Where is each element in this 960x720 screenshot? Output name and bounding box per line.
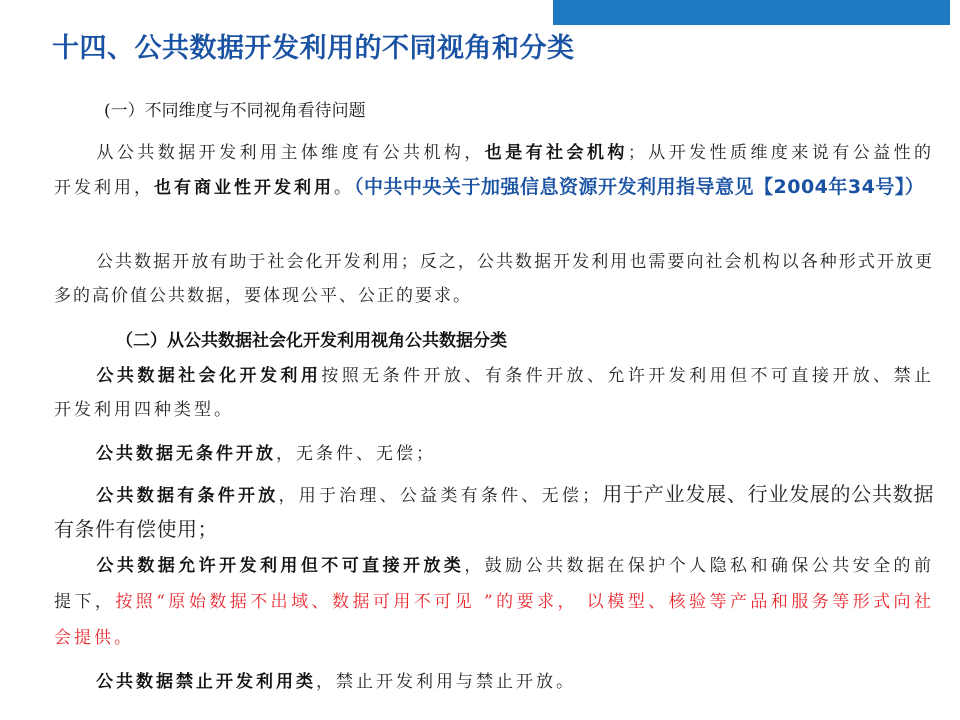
section-2-paragraph-1 <box>54 359 934 427</box>
bold-text: 公共数据有条件开放 <box>96 486 279 506</box>
section-2-heading: （二）从公共数据社会化开发利用视角公共数据分类 <box>116 331 507 351</box>
text-run: 公共数据开放有助于社会化开发利用；反之，公共数据开发利用也需要向社会机构以各种形式开放更多的高价值公共数据，要体现公平、公正的要求。 <box>54 252 934 306</box>
text-run: ，无条件、无偿； <box>276 444 436 464</box>
text-run: ；从开发性质维度来说有公益性的开发利用， <box>54 143 935 198</box>
text-run: 按照无条件开放、有条件开放、允许开发利用但不可直接开放、禁止开发利用四种类型。 <box>54 366 935 420</box>
page-title: 十四、公共数据开发利用的不同视角和分类 <box>52 33 575 64</box>
bold-text: 公共数据禁止开发利用类 <box>96 672 316 692</box>
red-highlight-text: 按照“原始数据不出域、数据可用不可见 ”的要求， 以模型、核验等产品和服务等形式向社会提供。 <box>54 592 934 648</box>
text-run: 用于产业发展、行业发展的公共数据有条件有偿使用； <box>54 482 935 541</box>
section-1-paragraph-1 <box>54 136 934 205</box>
bold-text: 公共数据社会化开发利用 <box>96 366 322 386</box>
header-accent-bar <box>553 0 950 25</box>
text-run: ，禁止开发利用与禁止开放。 <box>316 672 576 692</box>
text-run: ，鼓励公共数据在保护个人隐私和确保公共安全的前提下， <box>54 556 935 612</box>
text-run: 从公共数据开发利用主体维度有公共机构， <box>96 143 485 163</box>
section-2-paragraph-2 <box>54 437 934 471</box>
bold-text: 也是有社会机构 <box>484 143 628 163</box>
section-1-heading: (一）不同维度与不同视角看待问题 <box>104 101 366 121</box>
section-2-paragraph-5 <box>54 665 934 699</box>
policy-citation: （中共中央关于加强信息资源开发利用指导意见【2004年34号】） <box>354 176 925 198</box>
bold-text: 公共数据无条件开放 <box>96 444 276 464</box>
text-run: 。 <box>334 178 354 198</box>
section-1-paragraph-2 <box>54 245 934 313</box>
section-2-paragraph-4 <box>54 548 934 656</box>
bold-text: 公共数据允许开发利用但不可直接开放类 <box>96 556 465 576</box>
text-run: ，用于治理、公益类有条件、无偿； <box>278 486 603 506</box>
bold-text: 也有商业性开发利用 <box>154 178 334 198</box>
section-2-paragraph-3 <box>54 478 934 548</box>
